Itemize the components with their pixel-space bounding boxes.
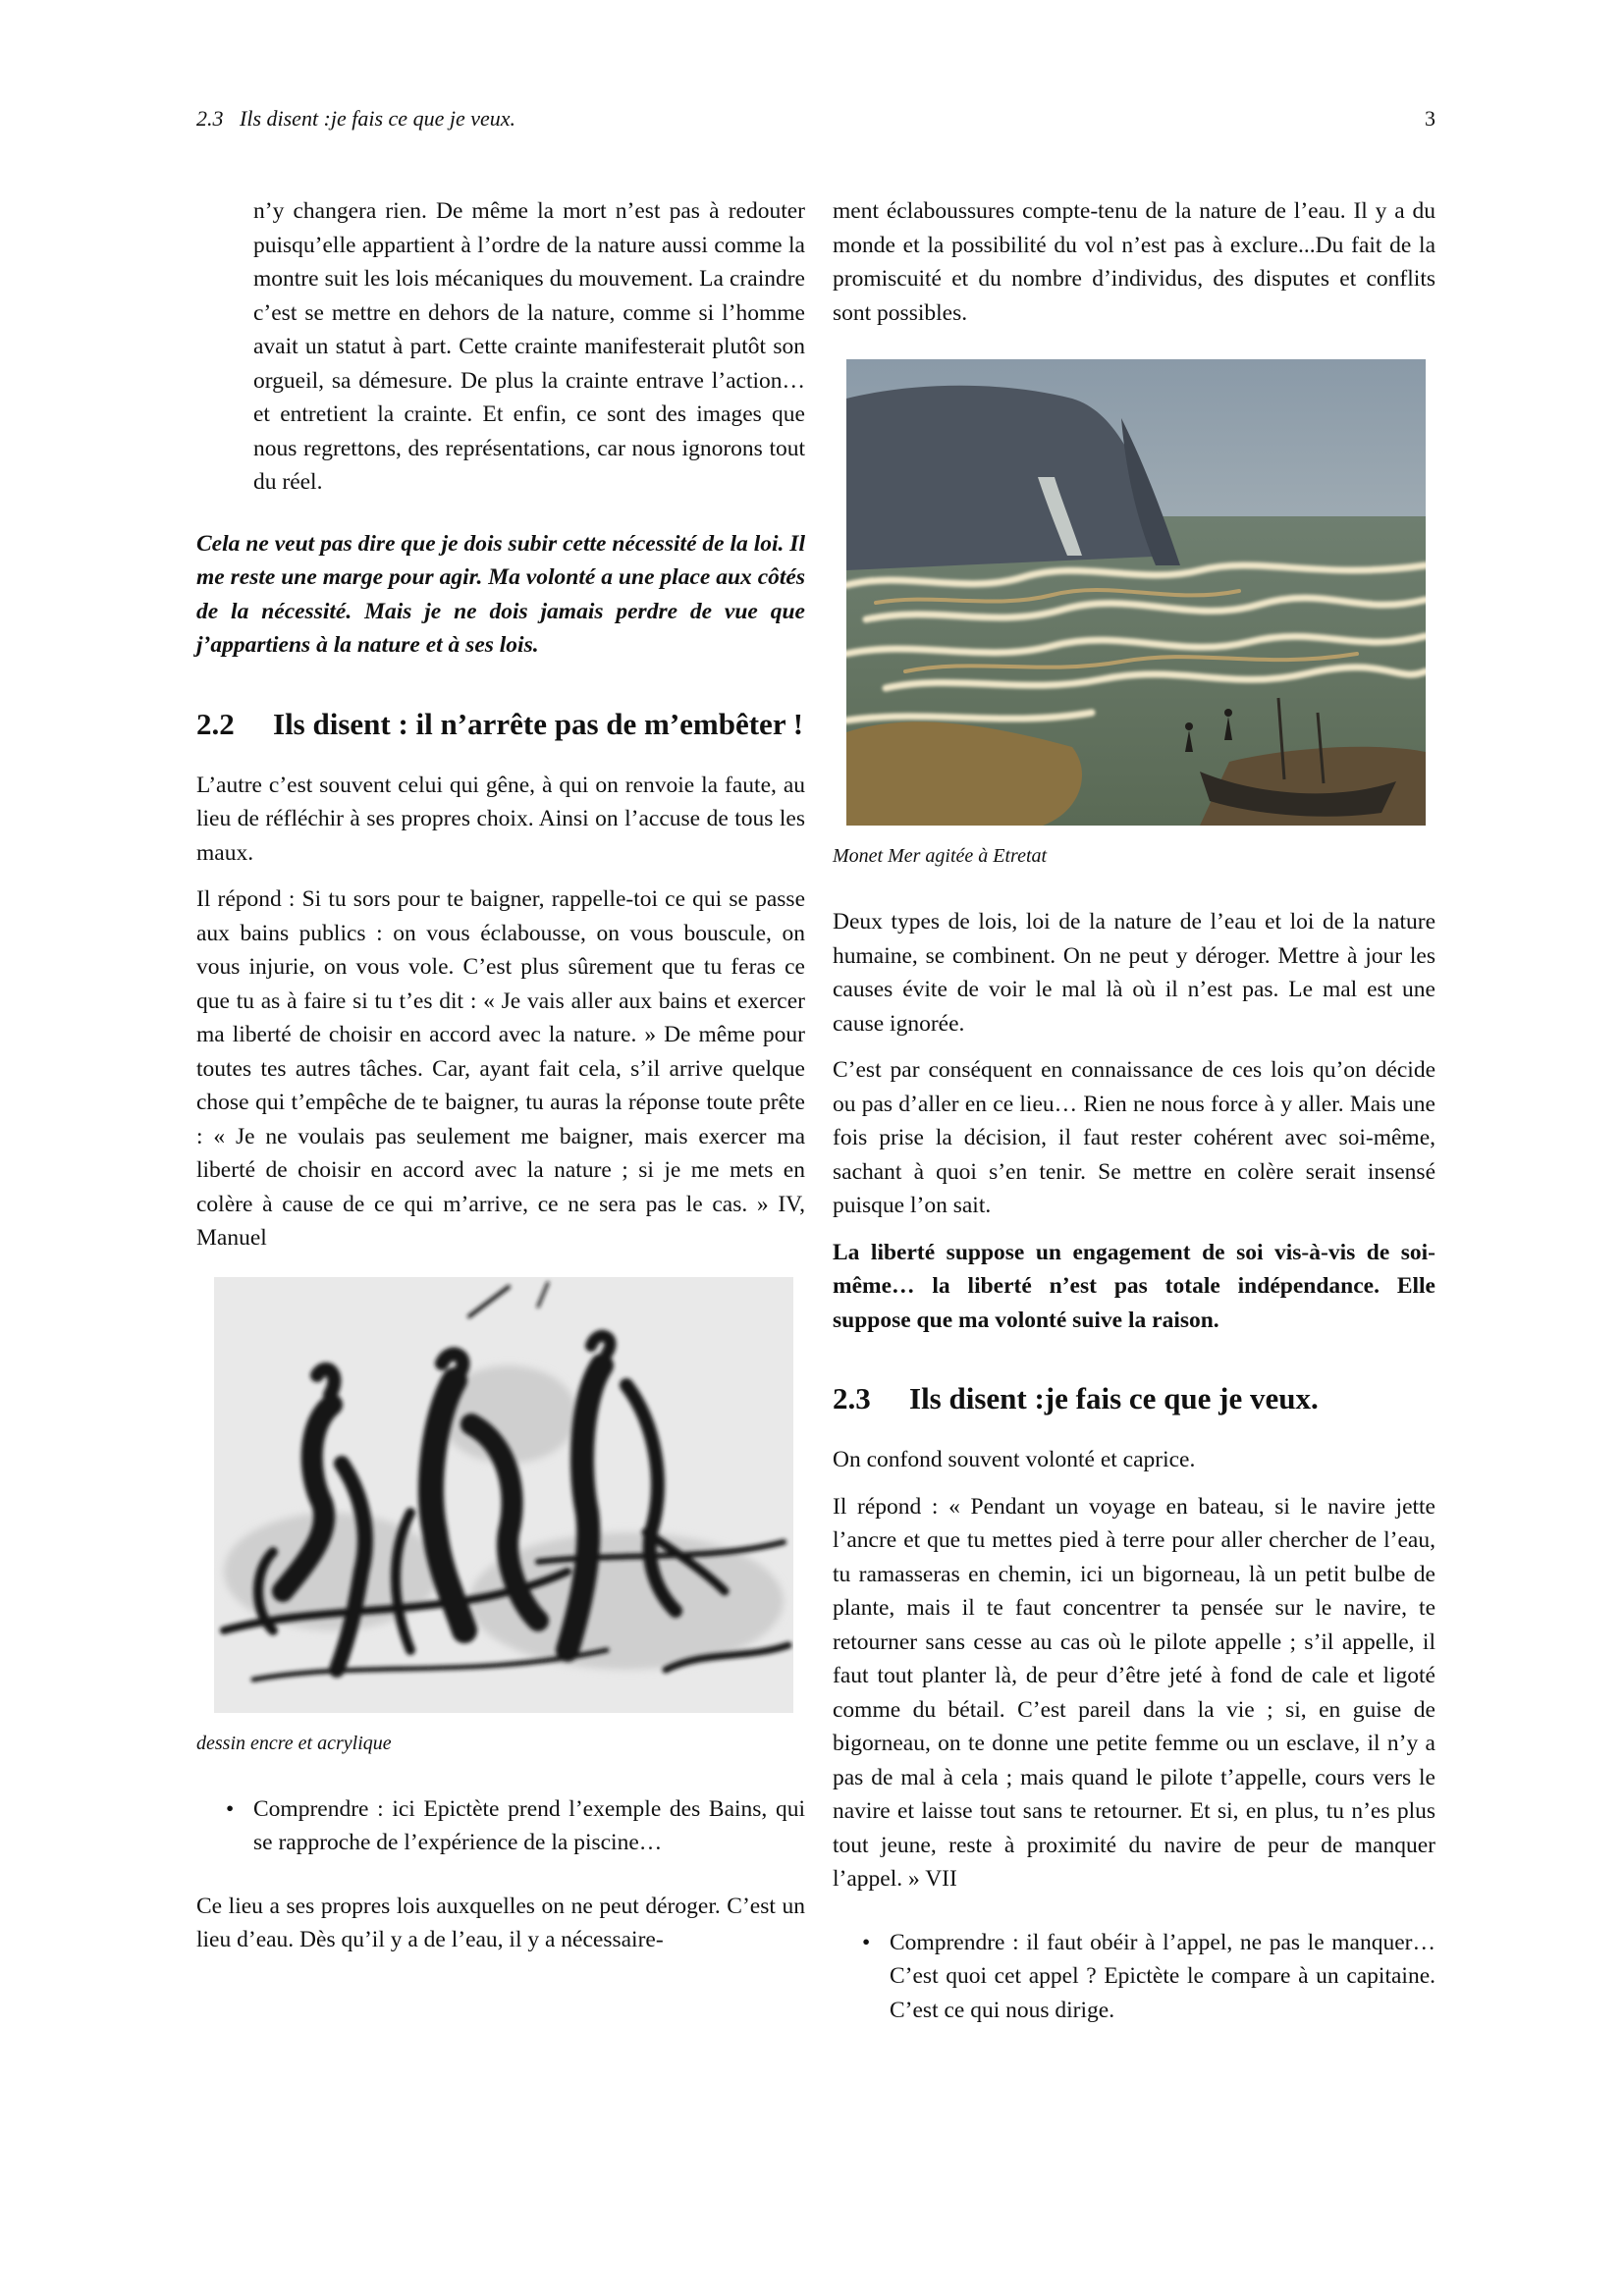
list-item-text: Comprendre : ici Epictète prend l’exemple des Bains, qui se rapproche de l’expérience de la piscine… <box>253 1795 805 1855</box>
painting-figure <box>846 359 1426 826</box>
list-item-text: Comprendre : il faut obéir à l’appel, ne pas le manquer… C’est quoi cet appel ? Epictète le compare à un capitaine. C’est ce qui nous dirige. <box>890 1929 1435 2023</box>
running-title: 2.3 Ils disent :je fais ce que je veux. <box>196 106 516 131</box>
paragraph: C’est par conséquent en connaissance de ces lois qu’on décide ou pas d’aller en ce lieu… Rien ne nous force à y aller. Mais une fois prise la décision, il faut rester cohérent avec soi-même, sachant à quoi s’en tenir. Se mettre en colère serait insensé puisque l’on sait. <box>833 1057 1435 1218</box>
list-item <box>226 1792 805 1860</box>
bullet-icon: • <box>862 1929 871 1955</box>
ink-drawing-image <box>214 1277 793 1713</box>
emphasis-paragraph: Cela ne veut pas dire que je dois subir cette nécessité de la loi. Il me reste une marge pour agir. Ma volonté a une place aux côtés de la nécessité. Mais je ne dois jamais perdre de vue que j’appartiens à la nature et à ses lois. <box>196 530 805 658</box>
quote-continuation <box>196 194 805 500</box>
bullet-list <box>196 1792 805 1860</box>
section-title: Ils disent :je fais ce que je veux. <box>909 1381 1319 1415</box>
page-number: 3 <box>1425 106 1435 131</box>
ink-drawing-figure <box>214 1277 793 1713</box>
section-heading-2-2 <box>196 706 805 743</box>
bullet-list <box>833 1926 1435 2028</box>
section-number: 2.2 <box>196 706 235 741</box>
figure-caption: dessin encre et acrylique <box>196 1732 392 1754</box>
bold-paragraph: La liberté suppose un engagement de soi vis-à-vis de soi-même… la liberté n’est pas totale indépendance. Elle suppose que ma volonté suive la raison. <box>833 1239 1435 1333</box>
paragraph: Il répond : Si tu sors pour te baigner, rappelle-toi ce qui se passe aux bains publics : on vous éclabousse, on vous bouscule, on vous injurie, on vous vole. C’est plus sûrement que tu feras ce que tu as à faire si tu t’es dit : « Je vais aller aux bains et exercer ma liberté de choisir en accord avec la nature. » De même pour toutes tes autres tâches. Car, ayant fait cela, s’il arrive quelque chose qui t’empêche de te baigner, tu auras la réponse toute prête : « Je ne voulais pas seulement me baigner, mais exercer ma liberté de choisir en accord avec la nature ; si je me mets en colère à cause de ce qui m’arrive, ce ne sera pas le cas. » IV, Manuel <box>196 886 805 1251</box>
paragraph: ment éclaboussures compte-tenu de la nature de l’eau. Il y a du monde et la possibilité du vol n’est pas à exclure...Du fait de la promiscuité et du nombre d’individus, des disputes et conflits sont possibles. <box>833 198 1435 326</box>
running-header <box>196 106 1435 132</box>
monet-painting-image <box>846 359 1426 826</box>
paragraph: Il répond : « Pendant un voyage en bateau, si le navire jette l’ancre et que tu mettes pied à terre pour aller chercher de l’eau, tu ramasseras en chemin, ici un bigorneau, là un petit bulbe de plante, mais il te faut concentrer ta pensée sur le navire, te retourner sans cesse au cas où le pilote appelle ; s’il appelle, il faut tout planter là, de peur d’être jeté à fond de cale et ligoté comme du bétail. C’est pareil dans la vie ; si, en guise de bigorneau, on te donne une petite femme ou un esclave, il n’y a pas de mal à cela ; mais quand le pilote t’appelle, cours vers le navire et laisse tout sans te retourner. Et si, en plus, tu n’es plus tout jeune, reste à proximité du navire de peur de manquer l’appel. » VII <box>833 1493 1435 1892</box>
left-column <box>196 194 805 1970</box>
list-item <box>862 1926 1435 2028</box>
bullet-icon: • <box>226 1795 235 1822</box>
section-heading-2-3 <box>833 1380 1435 1417</box>
paragraph: Ce lieu a ses propres lois auxquelles on ne peut déroger. C’est un lieu d’eau. Dès qu’il y a de l’eau, il y a nécessaire- <box>196 1893 805 1952</box>
paragraph: Deux types de lois, loi de la nature de l’eau et loi de la nature humaine, se combinent. On ne peut y déroger. Mettre à jour les causes évite de voir le mal là où il n’est pas. Le mal est une cause ignorée. <box>833 909 1435 1037</box>
section-number: 2.3 <box>833 1381 871 1415</box>
right-column <box>833 194 1435 2056</box>
intro-paragraph: n’y changera rien. De même la mort n’est pas à redouter puisqu’elle appartient à l’ordre de la nature aussi comme la montre suit les lois mécaniques du mouvement. La craindre c’est se mettre en dehors de la nature, comme si l’homme avait un statut à part. Cette crainte manifesterait plutôt son orgueil, sa démesure. De plus la crainte entrave l’action…et entretient la crainte. Et enfin, ce sont des images que nous regrettons, des représentations, car nous ignorons tout du réel. <box>253 198 805 495</box>
section-title: Ils disent : il n’arrête pas de m’embêter ! <box>273 706 804 741</box>
paragraph: L’autre c’est souvent celui qui gêne, à qui on renvoie la faute, au lieu de réfléchir à ses propres choix. Ainsi on l’accuse de tous les maux. <box>196 772 805 866</box>
figure-caption: Monet Mer agitée à Etretat <box>833 845 1048 867</box>
paragraph: On confond souvent volonté et caprice. <box>833 1447 1196 1472</box>
